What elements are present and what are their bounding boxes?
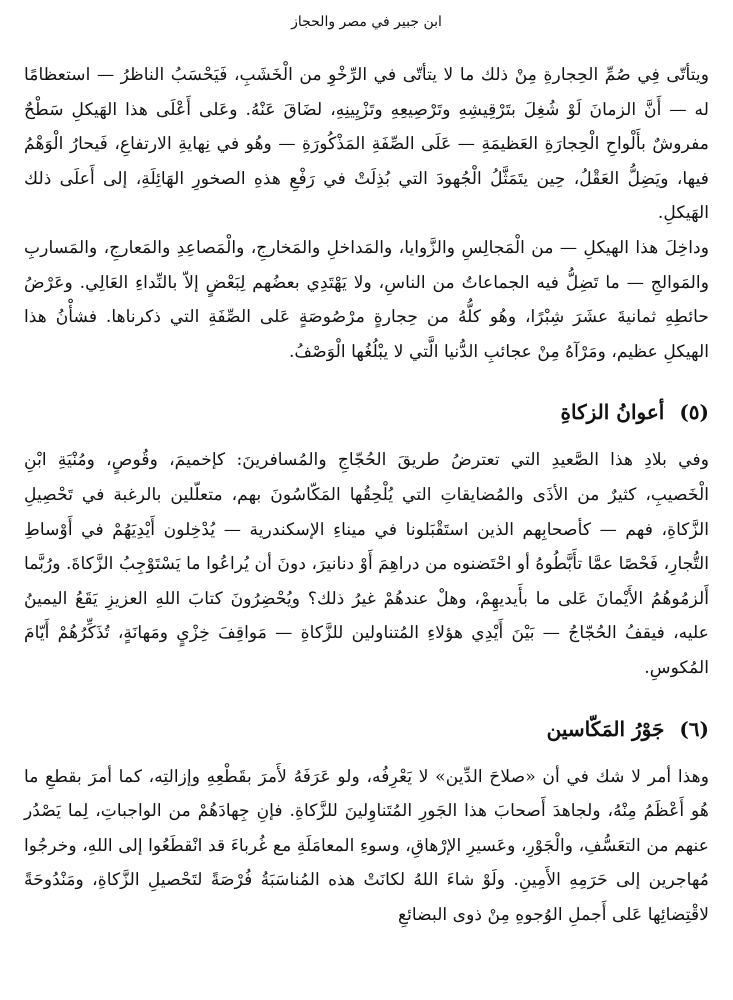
section-number: (٥) (679, 400, 709, 425)
section-number: (٦) (679, 716, 709, 741)
paragraph: وهذا أمر لا شك في أن «صلاحَ الدِّين» لا يَعْرِفُه، ولو عَرَفَهُ لأَمرَ بقَطْعِهِ وإزالتِه، كما أمرَ بقطعِ ما هُو أَعْظَمُ مِنْهُ، ولجاهدَ أَصحابَ هذا الجَورِ المُتَناوِلينَ للزَّكاةِ. فإنِ جِهادَهُمْ من الواجباتِ، لِما يَصْدُر عنهم من التعَسُّفِ، والْجَوْرِ، وعَسيرِ الإرْهاقِ، وسوءِ المعامَلَةِ مع غُرباءَ قد انْقطَعُوا إلى اللهِ، وخرجُوا مُهاجرين إلى حَرَمِهِ الأَمِينِ. ولَوْ شاءَ اللهُ لكانَتْ هذه المُناسَبَةُ فُرْصَةً لتَحْصيلِ الزَّكاةِ، ومَنْدُوحَةً لاقْتِضائِها عَلى أَجملِ الوُجوهِ مِنْ ذوى البضائعِ (24, 766, 709, 925)
section-heading-5 (24, 397, 709, 427)
paragraph: وفي بلادِ هذا الصَّعيدِ التي تعترضُ طريقَ الحُجّاجِ والمُسافرينَ: كإخميمَ، وقُوصٍ، ومُنْيَةِ ابْنِ الْخَصيبِ، كثيرٌ من الأذَى والمُضايقاتِ التي يُلْحِقُها المَكّاسُونَ بهم، متعلّلين بالرغبة في تَحْصِيلِ الزَّكاةِ، فهم — كأصحابِهم الذين استَقْبَلونا في ميناءِ الإسكندرية — يُدْخِلون أَيْدِيَهُمْ في أَوْساطِ التُّجارِ، فَحْصًا عمَّا تأَبَّطُوهُ أو احْتَضنوه من دراهِمَ أَوْ دنانيرَ، دونَ أن يُراعُوا ما يَسْتَوْجِبُ الزَّكاةَ. ورُبَّما أَلزمُوهُمُ الأَيْمانَ عَلى ما بأَيديهِمْ، وهلْ عندهُمْ غيرُ ذلك؟ ويُحْضِرُونَ كتابَ اللهِ العزيزِ يَقَعُ اليمينُ عليه، فيقفُ الحُجّاجُ — بَيْنَ أَيْدِي هؤلاءِ المُتناولين للزَّكاةِ — مَواقِفَ خِزْيٍ ومَهانَةٍ، تُذَكِّرُهُمْ أَيّامَ المُكوسِ. (24, 450, 709, 678)
running-header: ابن جبير في مصر والحجاز (291, 14, 442, 30)
paragraph: وداخِلَ هذا الهيكلِ — من الْمَجالِسِ والزَّوايا، والمَداخلِ والمَخارجِ، والْمَصاعِدِ والمَعارجِ، والمَساربِ والمَوالجِ — ما تَضِلُّ فيه الجماعاتُ من الناسِ، ولا يَهْتَدِي بعضُهم لِبَعْضٍ إلاّ بالنِّداءِ العَالِي. وعَرْضُ حائطِهِ ثمانيةَ عشَرَ شِبْرًا، وهُو كلُّهُ من حِجارةٍ مرْصُوصَةٍ عَلى الصِّفَةِ التي ذكرناها. فشأْنُ هذا الهيكلِ عظيم، ومَرْآهُ مِنْ عجائبِ الدُّنيا الَّتي لا يبْلُغُها الْوَصْفُ. (24, 237, 709, 362)
section-heading-6 (24, 714, 709, 744)
paragraph: ويتأتّى فِي صُمِّ الحِجارةِ مِنْ ذلك ما لا يتأتّى في الرِّخْوِ من الْخَشَبِ، فَيَحْسَبُ الناظرُ — استعظامًا له — أَنَّ الزمانَ لَوْ شُغِلَ بتَرْقِيشِهِ وتَرْصِيعِهِ وتَزْيِينِهِ، لضَاقَ عَنْهُ. وعَلى أَعْلَى هذا الهَيكلِ سَطْحٌ مفروشٌ بأَلْواحِ الْحِجارَةِ العَظيمَةِ — عَلَى الصِّفَةِ المَذْكُورَةِ — وهُو في نِهايةِ الارتفاعِ، فَيحارُ الْوَهْمُ فيها، ويَضِلُّ العَقْلُ، حِين يتَمَثَّلُ الْجُهودَ التي بُذِلَتْ في رَفْعِ هذهِ الصخورِ الهَائِلَةِ، إلى أَعلَى ذلك الهَيكلِ. (24, 65, 709, 224)
section-title: أعوانُ الزكاةِ (560, 400, 665, 425)
section-title: جَوْرُ المَكّاسين (546, 716, 665, 741)
